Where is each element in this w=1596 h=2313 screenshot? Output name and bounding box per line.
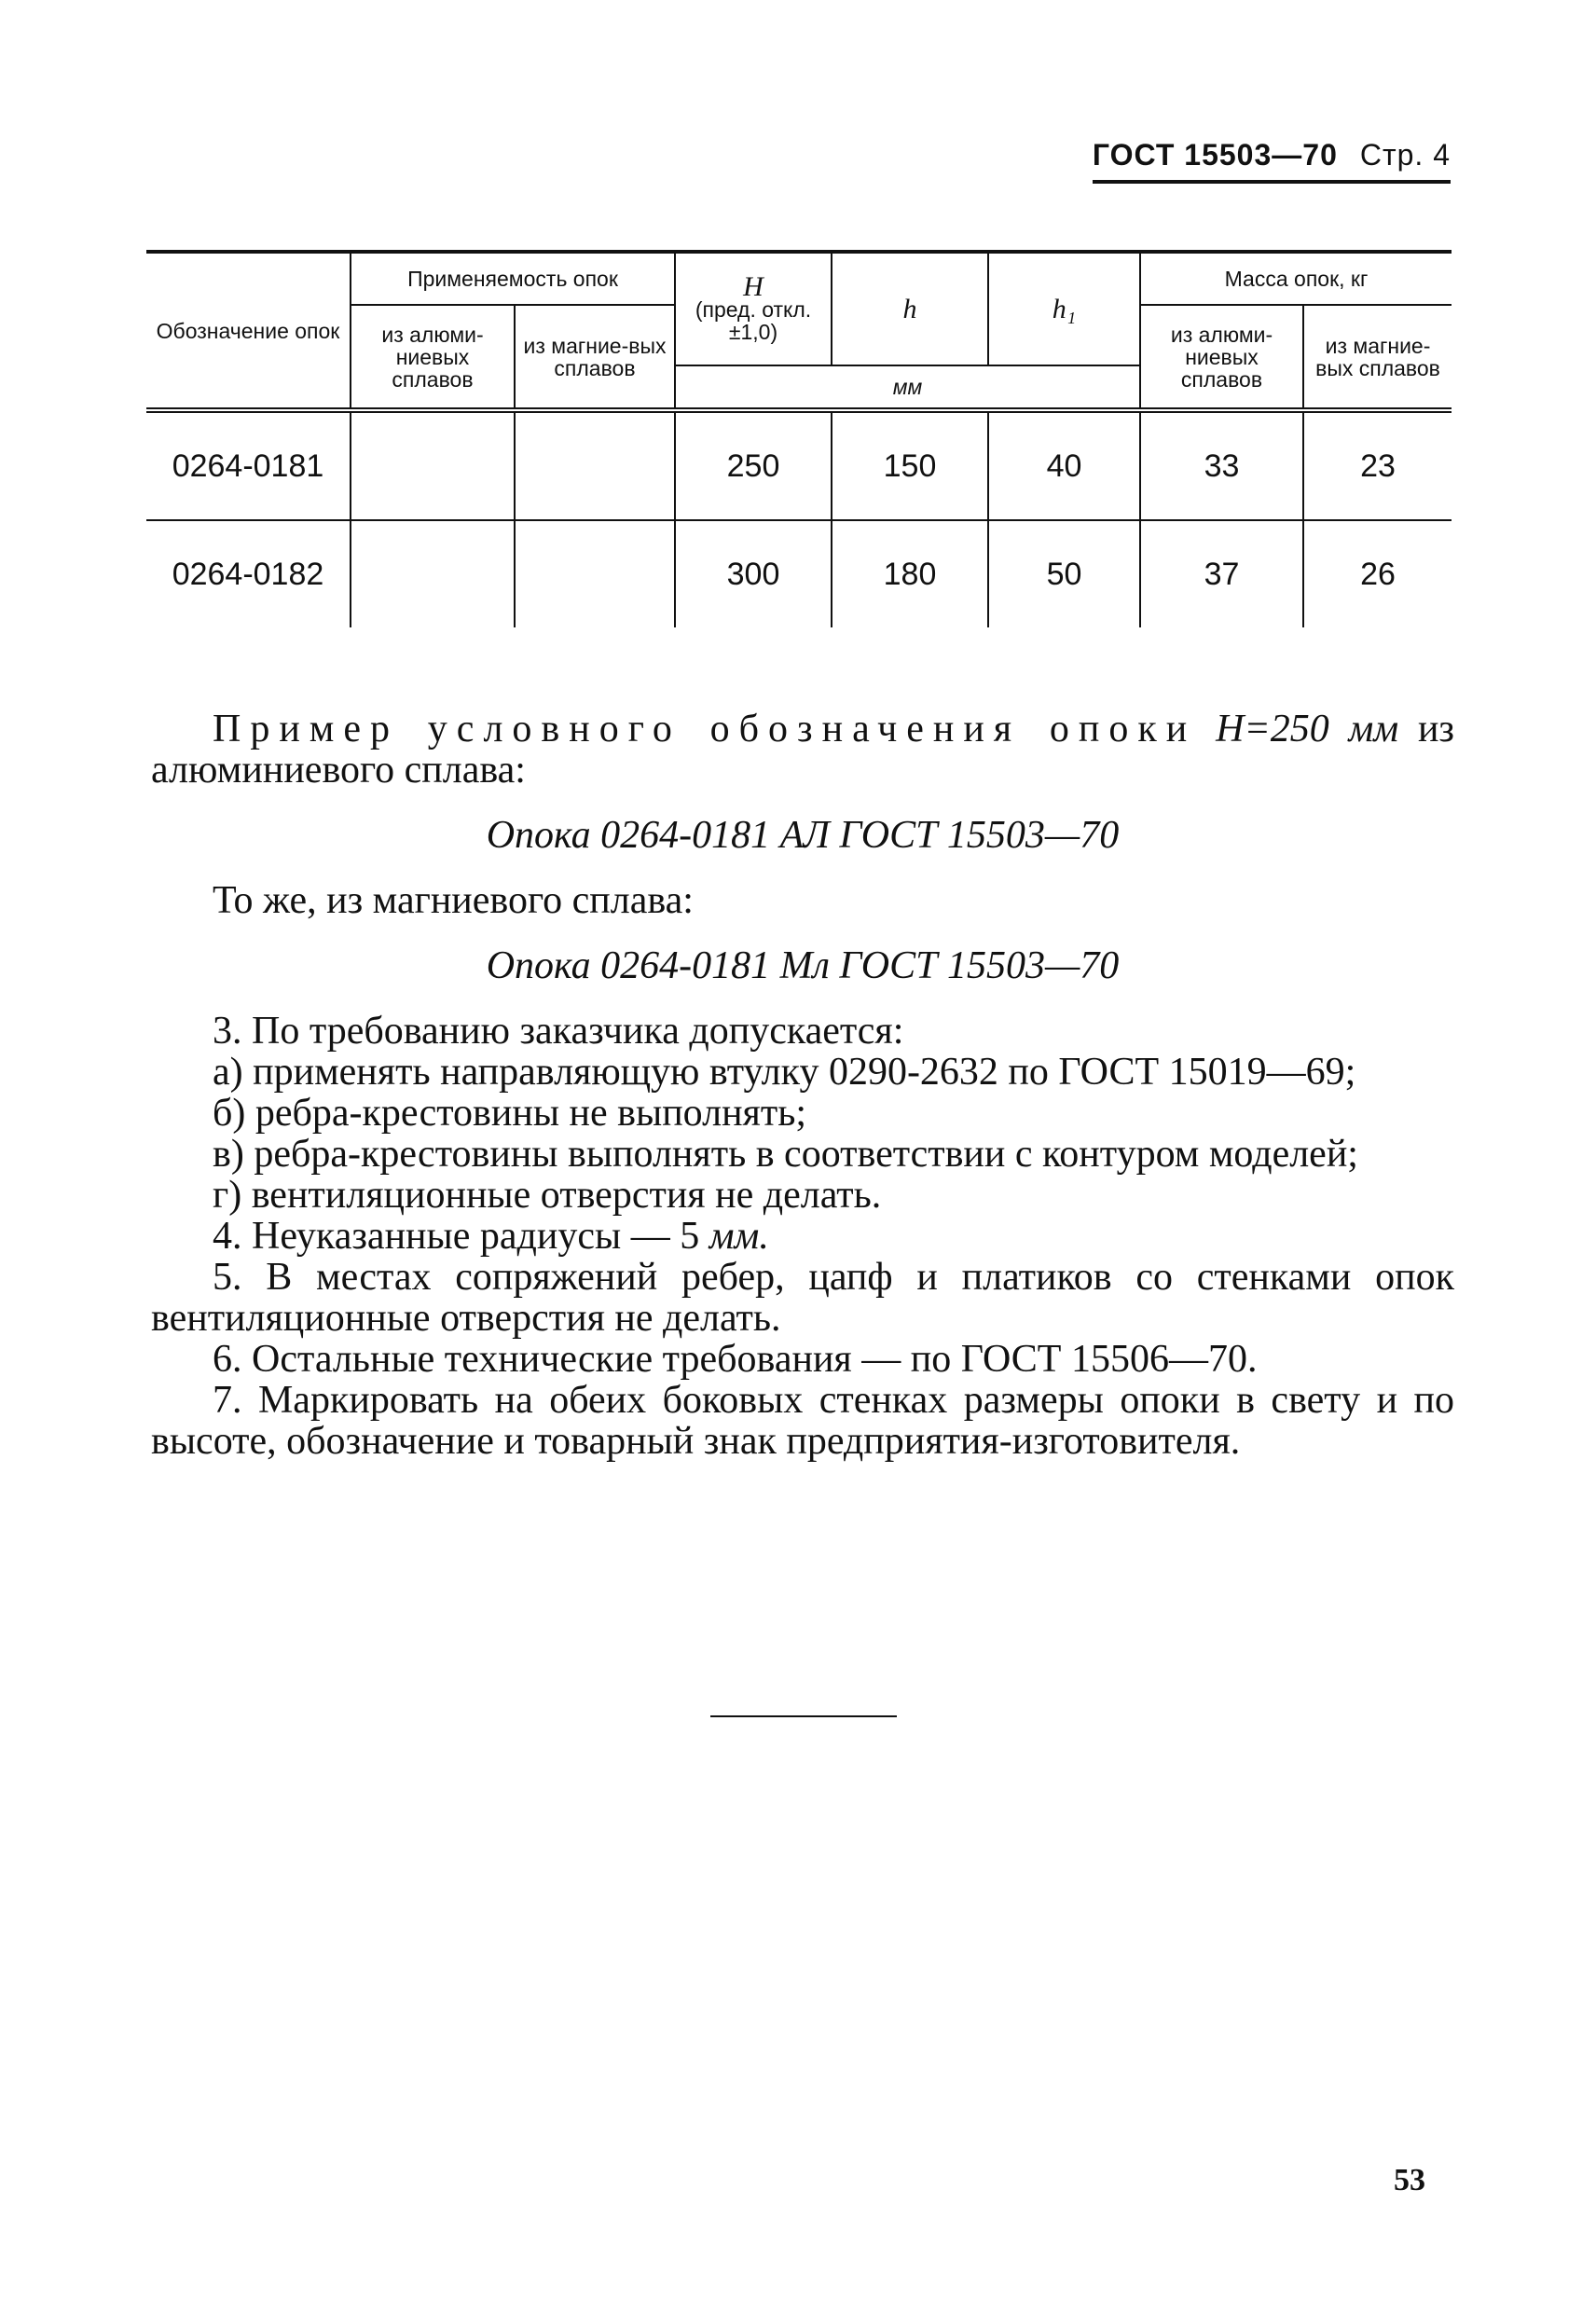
- page-ref: Стр. 4: [1359, 138, 1451, 172]
- cell-mass-mag: 26: [1303, 520, 1452, 627]
- item-4: [151, 1216, 1454, 1257]
- example-designation-1: Опока 0264-0181 АЛ ГОСТ 15503—70: [486, 814, 1120, 857]
- page-number: 53: [1394, 2163, 1425, 2197]
- same-magnesium: То же, из магниевого сплава:: [213, 879, 694, 922]
- header-magnesium: из магние-вых сплавов: [515, 305, 675, 410]
- cell-alu: [351, 410, 515, 520]
- table-row: [146, 520, 1452, 627]
- header-H: [675, 252, 832, 365]
- item-6: 6. Остальные технические требования — по ГОСТ 15506—70.: [213, 1338, 1258, 1381]
- cell-H: 300: [675, 520, 832, 627]
- item-3d: г) вентиляционные отверстия не делать.: [213, 1174, 882, 1217]
- item-7: 7. Маркировать на обеих боковых стенках размеры опоки в свету и по высоте, обозначение и товарный знак предприятия-изготовителя.: [151, 1379, 1454, 1463]
- header-h1: h₁: [988, 252, 1140, 365]
- cell-designation: 0264-0181: [146, 410, 351, 520]
- cell-mass-alu: 33: [1140, 410, 1303, 520]
- cell-h1: 50: [988, 520, 1140, 627]
- body-text: [151, 709, 1454, 1462]
- standard-code: ГОСТ 15503—70: [1092, 138, 1338, 172]
- header-mass-magnesium: из магние-вых сплавов: [1303, 305, 1452, 410]
- cell-mass-mag: 23: [1303, 410, 1452, 520]
- header-unit-mm: мм: [675, 365, 1140, 410]
- cell-alu: [351, 520, 515, 627]
- header-aluminum: из алюми-ниевых сплавов: [351, 305, 515, 410]
- example-h-value: H=250: [1216, 708, 1329, 750]
- cell-mag: [515, 410, 675, 520]
- item-4-unit: мм.: [709, 1215, 769, 1258]
- cell-h1: 40: [988, 410, 1140, 520]
- header-H-note: (пред. откл. ±1,0): [695, 296, 812, 344]
- header-H-symbol: H: [743, 270, 764, 302]
- cell-mass-alu: 37: [1140, 520, 1303, 627]
- header-designation: Обозначение опок: [146, 252, 351, 410]
- table-row: [146, 410, 1452, 520]
- cell-designation: 0264-0182: [146, 520, 351, 627]
- end-separator: [710, 1715, 897, 1717]
- item-4-text: 4. Неуказанные радиусы — 5: [213, 1215, 700, 1258]
- header-mass: Масса опок, кг: [1140, 252, 1452, 305]
- cell-h: 150: [832, 410, 988, 520]
- example-designation-2: Опока 0264-0181 Мл ГОСТ 15503—70: [486, 944, 1120, 987]
- item-3c: в) ребра-крестовины выполнять в соответствии с контуром моделей;: [213, 1133, 1358, 1176]
- item-3: 3. По требованию заказчика допускается:: [213, 1010, 904, 1053]
- header-applicability: Применяемость опок: [351, 252, 675, 305]
- header-mass-aluminum: из алюми-ниевых сплавов: [1140, 305, 1303, 410]
- item-3a: а) применять направляющую втулку 0290-2632 по ГОСТ 15019—69;: [213, 1051, 1356, 1094]
- page-header: [1093, 138, 1451, 184]
- cell-mag: [515, 520, 675, 627]
- cell-h: 180: [832, 520, 988, 627]
- header-h: h: [832, 252, 988, 365]
- cell-H: 250: [675, 410, 832, 520]
- item-3b: б) ребра-крестовины не выполнять;: [213, 1092, 807, 1135]
- example-paragraph: [151, 709, 1454, 791]
- item-5: 5. В местах сопряжений ребер, цапф и платиков со стенками опок вентиляционные отверстия не делать.: [151, 1256, 1454, 1340]
- example-tail: из алюминиевого сплава:: [151, 708, 1455, 792]
- example-unit: мм: [1348, 708, 1399, 750]
- example-lead: Пример условного обозначения опоки: [213, 708, 1197, 750]
- flask-spec-table: [146, 250, 1452, 627]
